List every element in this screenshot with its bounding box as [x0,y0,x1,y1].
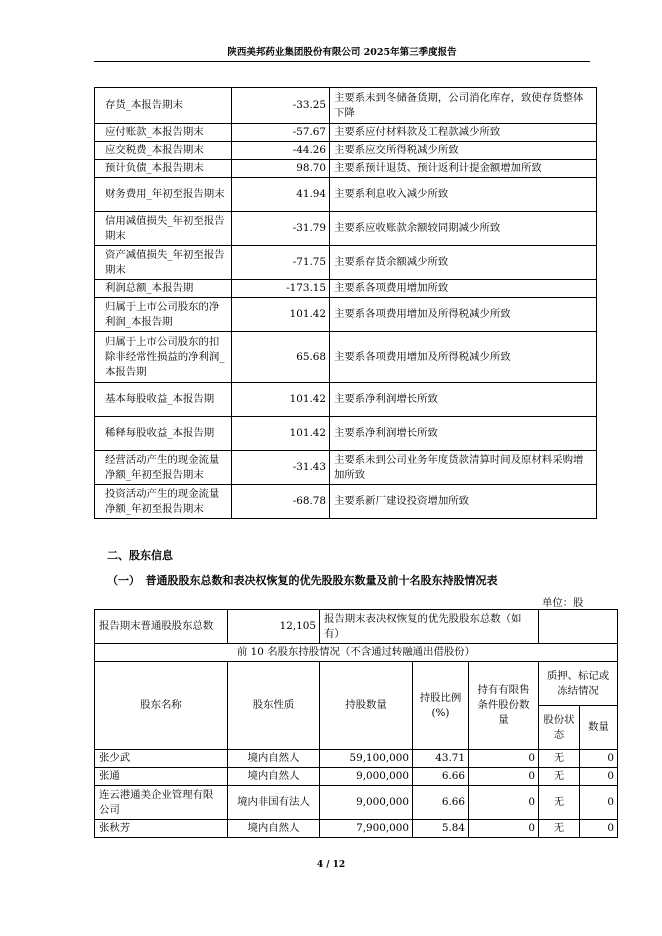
shareholder-name: 连云港通美企业管理有限公司 [95,786,228,820]
col-header-restricted: 持有有限售条件股份数量 [469,662,539,750]
table-row [95,298,597,332]
unit-label: 单位：股 [542,597,584,609]
reason-cell: 主要系未到公司业务年度货款清算时间及原材料采购增加所致 [330,451,597,485]
change-pct-cell: -68.78 [232,485,330,519]
change-pct-cell: 101.42 [232,383,330,417]
table-row [95,246,597,280]
preferred-shareholders-label: 报告期末表决权恢复的优先股股东总数（如有） [320,610,539,644]
page-number: 4 / 12 [316,860,346,870]
item-cell: 归属于上市公司股东的扣除非经常性损益的净利润_本报告期 [95,332,232,383]
change-pct-cell: -173.15 [232,280,330,298]
change-pct-cell: -71.75 [232,246,330,280]
table-row [95,485,597,519]
shareholder-nature: 境内自然人 [228,750,320,768]
reason-cell: 主要系净利润增长所致 [330,417,597,451]
shareholder-shares: 59,100,000 [320,750,413,768]
table-row [95,750,618,768]
table-row [95,178,597,212]
table-row [95,383,597,417]
item-cell: 存货_本报告期末 [95,88,232,124]
reason-cell: 主要系净利润增长所致 [330,383,597,417]
shareholder-pledge-status: 无 [539,786,580,820]
shareholder-pledge-status: 无 [539,768,580,786]
shareholder-pledge-qty: 0 [580,820,618,838]
item-cell: 归属于上市公司股东的净利润_本报告期 [95,298,232,332]
reason-cell: 主要系各项费用增加及所得税减少所致 [330,298,597,332]
item-cell: 预计负债_本报告期末 [95,160,232,178]
col-header-status: 股份状态 [539,706,580,750]
shareholder-restricted: 0 [469,820,539,838]
change-pct-cell: 101.42 [232,298,330,332]
top10-caption: 前 10 名股东持股情况（不含通过转融通出借股份） [95,644,618,662]
shareholder-restricted: 0 [469,786,539,820]
reason-cell: 主要系存货余额减少所致 [330,246,597,280]
shareholder-restricted: 0 [469,768,539,786]
table-row [95,451,597,485]
shareholder-restricted: 0 [469,750,539,768]
reason-cell: 主要系预计退货、预计返利计提金额增加所致 [330,160,597,178]
page-header: 陕西美邦药业集团股份有限公司 2025年第三季度报告 [94,44,590,62]
col-header-pledge: 质押、标记或冻结情况 [539,662,618,706]
table-row [95,142,597,160]
item-cell: 投资活动产生的现金流量净额_年初至报告期末 [95,485,232,519]
change-pct-cell: 101.42 [232,417,330,451]
item-cell: 基本每股收益_本报告期 [95,383,232,417]
table-row [95,332,597,383]
item-cell: 资产减值损失_年初至报告期末 [95,246,232,280]
reason-cell: 主要系应交所得税减少所致 [330,142,597,160]
table-row [95,768,618,786]
reason-cell: 主要系利息收入减少所致 [330,178,597,212]
col-header-ratio: 持股比例(%) [413,662,469,750]
table-row [95,786,618,820]
table-row [95,212,597,246]
shareholders-table [94,609,618,838]
col-header-name: 股东名称 [95,662,228,750]
shareholder-ratio: 5.84 [413,820,469,838]
shareholder-shares: 9,000,000 [320,768,413,786]
reason-cell: 主要系应付材料款及工程款减少所致 [330,124,597,142]
col-header-nature: 股东性质 [228,662,320,750]
shareholder-pledge-qty: 0 [580,786,618,820]
table-row [95,124,597,142]
preferred-shareholders-value [539,610,618,644]
item-cell: 应付账款_本报告期末 [95,124,232,142]
reason-cell: 主要系未到冬储备货期，公司消化库存，致使存货整体下降 [330,88,597,124]
table-row [95,160,597,178]
table-row [95,417,597,451]
total-shareholders-label: 报告期末普通股股东总数 [95,610,228,644]
change-pct-cell: -33.25 [232,88,330,124]
shareholder-name: 张少武 [95,750,228,768]
col-header-qty: 数量 [580,706,618,750]
change-pct-cell: -31.43 [232,451,330,485]
change-pct-cell: 98.70 [232,160,330,178]
changes-table [94,87,597,519]
reason-cell: 主要系应收账款余额较同期减少所致 [330,212,597,246]
change-pct-cell: -57.67 [232,124,330,142]
shareholder-name: 张通 [95,768,228,786]
reason-cell: 主要系新厂建设投资增加所致 [330,485,597,519]
shareholder-pledge-qty: 0 [580,750,618,768]
item-cell: 应交税费_本报告期末 [95,142,232,160]
item-cell: 信用减值损失_年初至报告期末 [95,212,232,246]
total-shareholders-row [95,610,618,644]
shareholder-ratio: 43.71 [413,750,469,768]
top10-caption-row [95,644,618,662]
item-cell: 财务费用_年初至报告期末 [95,178,232,212]
shareholder-nature: 境内自然人 [228,768,320,786]
col-header-shares: 持股数量 [320,662,413,750]
shareholder-name: 张秋芳 [95,820,228,838]
item-cell: 经营活动产生的现金流量净额_年初至报告期末 [95,451,232,485]
change-pct-cell: -44.26 [232,142,330,160]
shareholder-ratio: 6.66 [413,786,469,820]
shareholder-ratio: 6.66 [413,768,469,786]
header-row-1 [95,662,618,706]
shareholder-nature: 境内自然人 [228,820,320,838]
shareholder-shares: 7,900,000 [320,820,413,838]
shareholder-nature: 境内非国有法人 [228,786,320,820]
change-pct-cell: -31.79 [232,212,330,246]
item-cell: 稀释每股收益_本报告期 [95,417,232,451]
table-row [95,88,597,124]
total-shareholders-value: 12,105 [228,610,320,644]
reason-cell: 主要系各项费用增加所致 [330,280,597,298]
reason-cell: 主要系各项费用增加及所得税减少所致 [330,332,597,383]
item-cell: 利润总额_本报告期 [95,280,232,298]
table-row [95,280,597,298]
shareholder-shares: 9,000,000 [320,786,413,820]
shareholder-pledge-qty: 0 [580,768,618,786]
table-row [95,820,618,838]
change-pct-cell: 65.68 [232,332,330,383]
section-heading-shareholders: 二、股东信息 [107,549,173,562]
shareholder-pledge-status: 无 [539,750,580,768]
shareholder-pledge-status: 无 [539,820,580,838]
subsection-heading: （一） 普通股股东总数和表决权恢复的优先股股东数量及前十名股东持股情况表 [107,574,498,587]
change-pct-cell: 41.94 [232,178,330,212]
